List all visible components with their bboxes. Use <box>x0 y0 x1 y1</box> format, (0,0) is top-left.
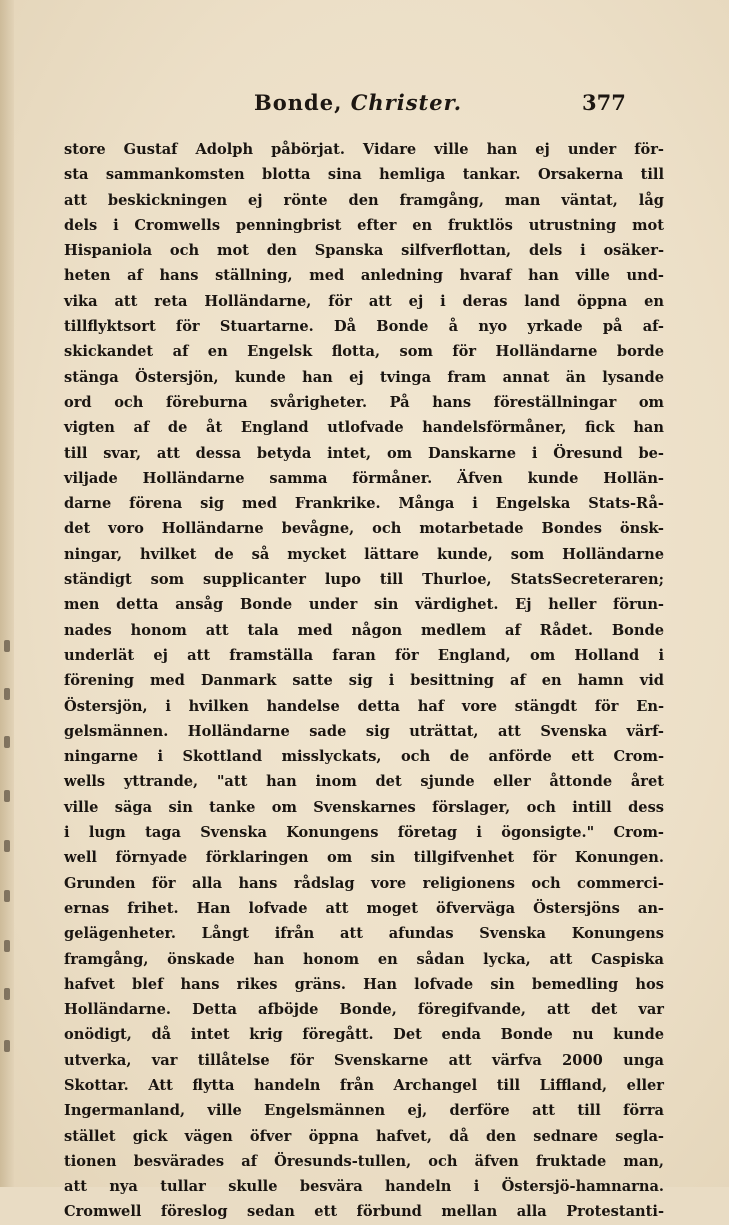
text-line: ord och föreburna svårigheter. På hans föreställningar om <box>64 393 664 411</box>
text-line: ningar, hvilket de så mycket lättare kunde, som Holländarne <box>64 545 664 563</box>
margin-mark <box>4 840 10 852</box>
text-line: onödigt, då intet krig föregått. Det enda Bonde nu kunde <box>64 1026 664 1044</box>
page-number: 377 <box>582 90 626 115</box>
text-line: tionen besvärades af Öresunds-tullen, och äfven fruktade man, <box>64 1152 664 1170</box>
text-line: store Gustaf Adolph påbörjat. Vidare ville han ej under för- <box>64 141 664 158</box>
text-line: ernas frihet. Han lofvade att moget öfverväga Östersjöns an- <box>64 899 664 917</box>
text-line: framgång, önskade han honom en sådan lycka, att Caspiska <box>64 950 664 968</box>
text-line: Ingermanland, ville Engelsmännen ej, derföre att till förra <box>64 1102 664 1120</box>
author-surname: Bonde, <box>254 90 343 115</box>
text-line: ständigt som supplicanter lupo till Thurloe, StatsSecreteraren; <box>64 571 664 589</box>
margin-marks <box>2 640 16 1060</box>
text-line: nades honom att tala med någon medlem af Rådet. Bonde <box>64 621 664 639</box>
page-header <box>0 86 729 126</box>
text-line: ville säga sin tanke om Svenskarnes förslager, och intill dess <box>64 798 664 816</box>
text-line: well förnyade förklaringen om sin tillgifvenhet för Konungen. <box>64 849 664 867</box>
text-line: dels i Cromwells penningbrist efter en fruktlös utrustning mot <box>64 216 664 234</box>
text-line: i lugn taga Svenska Konungens företag i ögonsigte." Crom- <box>64 824 664 842</box>
text-line: skickandet af en Engelsk flotta, som för Holländarne borde <box>64 343 664 361</box>
text-line: underlät ej att framställa faran för England, om Holland i <box>64 646 664 664</box>
margin-mark <box>4 940 10 952</box>
text-line: Hispaniola och mot den Spanska silfverflottan, dels i osäker- <box>64 242 664 260</box>
text-line: vika att reta Holländarne, för att ej i deras land öppna en <box>64 292 664 310</box>
text-line: sta sammankomsten blotta sina hemliga tankar. Orsakerna till <box>64 166 664 184</box>
text-line: Östersjön, i hvilken handelse detta haf vore stängdt för En- <box>64 697 664 715</box>
margin-mark <box>4 640 10 652</box>
text-line: utverka, var tillåtelse för Svenskarne att värfva 2000 unga <box>64 1051 664 1069</box>
text-line: darne förena sig med Frankrike. Många i Engelska Stats-Rå- <box>64 495 664 513</box>
margin-mark <box>4 1040 10 1052</box>
text-line: Cromwell föreslog sedan ett förbund mellan alla Protestanti- <box>64 1203 664 1221</box>
text-line: tillflyktsort för Stuartarne. Då Bonde å nyo yrkade på af- <box>64 318 664 336</box>
margin-mark <box>4 790 10 802</box>
text-line: stället gick vägen öfver öppna hafvet, då den sednare segla- <box>64 1127 664 1145</box>
text-line: men detta ansåg Bonde under sin värdighet. Ej heller förun- <box>64 596 664 614</box>
text-line: Holländarne. Detta afböjde Bonde, föregifvande, att det var <box>64 1001 664 1019</box>
text-line: att beskickningen ej rönte den framgång, man väntat, låg <box>64 191 664 209</box>
text-line: gelägenheter. Långt ifrån att afundas Svenska Konungens <box>64 925 664 943</box>
margin-mark <box>4 988 10 1000</box>
text-line: förening med Danmark satte sig i besittning af en hamn vid <box>64 672 664 690</box>
text-line: Grunden för alla hans rådslag vore religionens och commerci- <box>64 874 664 892</box>
text-line: wells yttrande, "att han inom det sjunde eller åttonde året <box>64 773 664 791</box>
text-line: Skottar. Att flytta handeln från Archangel till Liffland, eller <box>64 1076 664 1094</box>
text-line: det voro Holländarne bevågne, och motarbetade Bondes önsk- <box>64 520 664 538</box>
text-line: hafvet blef hans rikes gräns. Han lofvade sin bemedling hos <box>64 975 664 993</box>
text-line: viljade Holländarne samma förmåner. Äfven kunde Hollän- <box>64 469 664 487</box>
text-line: vigten af de åt England utlofvade handelsförmåner, fick han <box>64 419 664 437</box>
running-head <box>254 90 462 115</box>
margin-mark <box>4 688 10 700</box>
text-line: heten af hans ställning, med anledning hvaraf han ville und- <box>64 267 664 285</box>
text-line: att nya tullar skulle besvära handeln i Östersjö-hamnarna. <box>64 1178 664 1196</box>
margin-mark <box>4 890 10 902</box>
author-given-name: Christer. <box>350 90 463 115</box>
text-line: till svar, att dessa betyda intet, om Danskarne i Öresund be- <box>64 444 664 462</box>
text-line: stänga Östersjön, kunde han ej tvinga fram annat än lysande <box>64 368 664 386</box>
text-line: ningarne i Skottland misslyckats, och de anförde ett Crom- <box>64 748 664 766</box>
text-line: gelsmännen. Holländarne sade sig uträttat, att Svenska värf- <box>64 722 664 740</box>
body-text <box>64 137 664 1225</box>
margin-mark <box>4 736 10 748</box>
